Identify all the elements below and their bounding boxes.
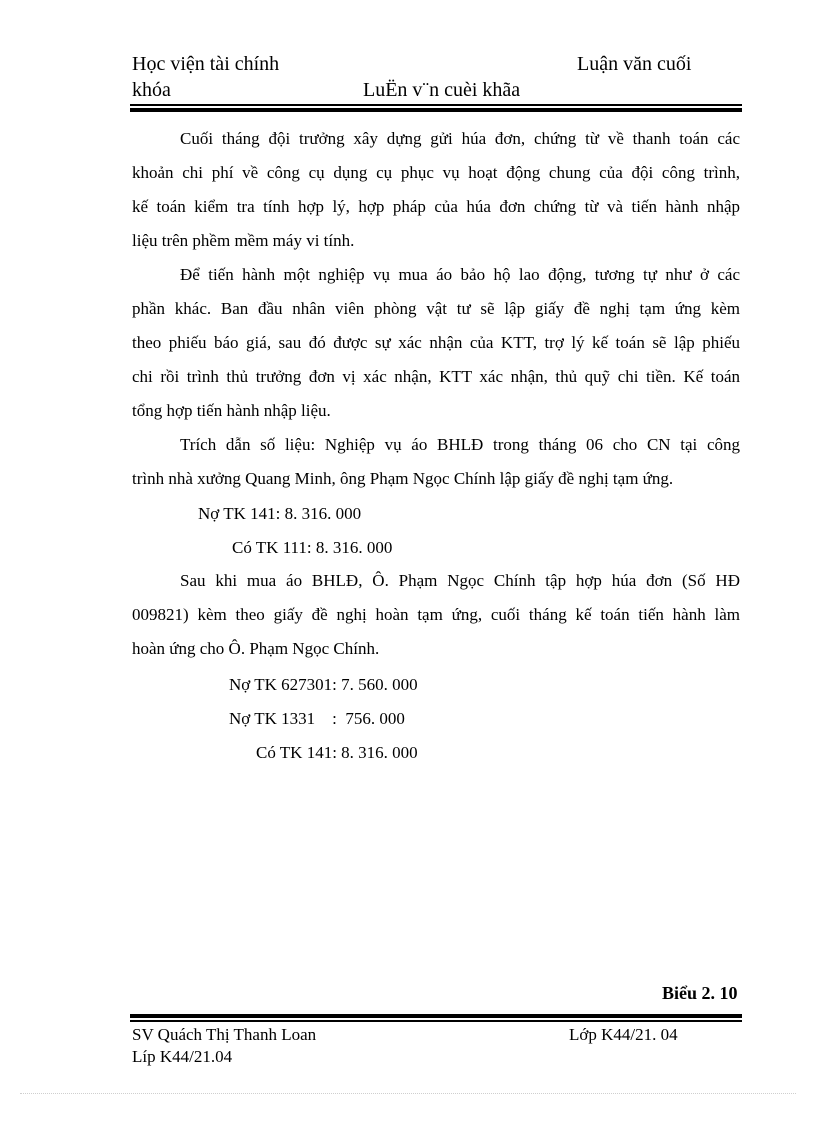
paragraph-line: chi rồi trình thủ trưởng đơn vị xác nhận, KTT xác nhận, thủ quỹ chi tiền. Kế toán [132,367,740,386]
page-bottom-border [20,1093,796,1094]
paragraph-line: phần khác. Ban đầu nhân viên phòng vật tư sẽ lập giấy đề nghị tạm ứng kèm [132,299,740,318]
paragraph-line: Trích dẫn số liệu: Nghiệp vụ áo BHLĐ trong tháng 06 cho CN tại công [180,435,740,454]
paragraph-line: trình nhà xưởng Quang Minh, ông Phạm Ngọc Chính lập giấy đề nghị tạm ứng. [132,469,674,488]
paragraph-2 [132,258,740,428]
paragraph-line: 009821) kèm theo giấy đề nghị hoàn tạm ứng, cuối tháng kế toán tiến hành làm [132,605,740,624]
paragraph-line: khoản chi phí về công cụ dụng cụ phục vụ hoạt động chung của đội công trình, [132,163,740,182]
paragraph-line: hoàn ứng cho Ô. Phạm Ngọc Chính. [132,639,380,658]
footer-class: Lớp K44/21. 04 [569,1025,678,1044]
entry-debit-627301: Nợ TK 627301: 7. 560. 000 [229,675,418,694]
paragraph-1 [132,122,740,258]
entry-credit-111: Có TK 111: 8. 316. 000 [232,538,393,557]
paragraph-3 [132,428,740,496]
paragraph-line: Để tiến hành một nghiệp vụ mua áo bảo hộ lao động, tương tự như ở các [180,265,740,284]
header-title-legacy: LuËn v¨n cuèi khãa [363,79,521,101]
entry-credit-141: Có TK 141: 8. 316. 000 [256,743,418,762]
header-thesis-label: Luận văn cuối [577,53,692,75]
footer-student-name: SV Quách Thị Thanh Loan [132,1025,317,1044]
paragraph-line: theo phiếu báo giá, sau đó được sự xác nhận của KTT, trợ lý kế toán sẽ lập phiếu [132,333,740,352]
entry-debit-1331: Nợ TK 1331 : 756. 000 [229,709,405,728]
paragraph-4 [132,564,740,666]
footer-rule-thick [130,1014,742,1018]
figure-caption: Biểu 2. 10 [662,983,738,1003]
paragraph-line: kế toán kiểm tra tính hợp lý, hợp pháp của húa đơn chứng từ và tiến hành nhập [132,197,740,216]
header-rule-thick [130,108,742,112]
paragraph-line: tổng hợp tiến hành nhập liệu. [132,401,331,420]
entry-debit-141: Nợ TK 141: 8. 316. 000 [198,504,362,523]
footer-rule-thin [130,1020,742,1022]
header-institution: Học viện tài chính [132,53,280,75]
paragraph-line: Sau khi mua áo BHLĐ, Ô. Phạm Ngọc Chính tập hợp húa đơn (Số HĐ [180,571,740,590]
header-rule-thin [130,104,742,106]
header-course: khóa [132,79,171,101]
paragraph-line: Cuối tháng đội trưởng xây dựng gửi húa đơn, chứng từ về thanh toán các [180,129,740,148]
footer-class-legacy: Líp K44/21.04 [132,1047,233,1066]
paragraph-line: liệu trên phềm mềm máy vi tính. [132,231,355,250]
